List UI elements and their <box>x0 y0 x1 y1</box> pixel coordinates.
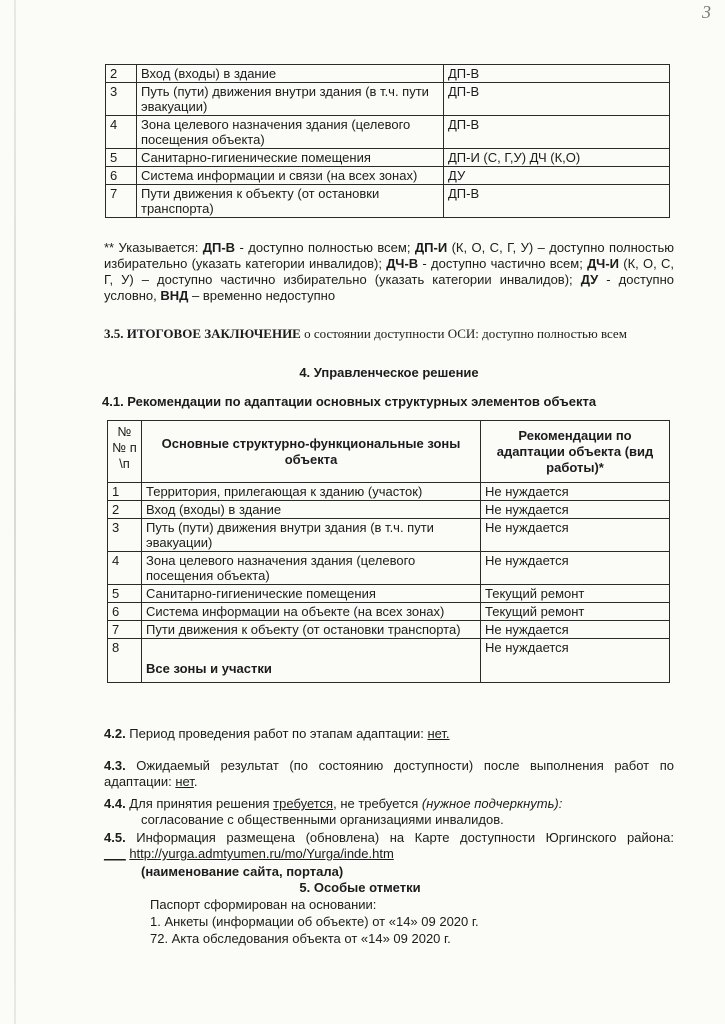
basis-item-2: 72. Акта обследования объекта от «14» 09 2020 г. <box>150 931 451 946</box>
table1-cell-num: 2 <box>106 65 137 83</box>
table2-cell-rec: Не нуждается <box>481 501 670 519</box>
table1-cell-zone: Санитарно-гигиенические помещения <box>137 149 444 167</box>
item-4-5: 4.5. Информация размещена (обновлена) на Карте доступности Юргинского района: ___ http://yurga.admtyumen.ru/mo/Yurga/inde.htm <box>104 830 674 861</box>
table1-cell-status: ДП-В <box>444 83 670 116</box>
table2-cell-rec: Текущий ремонт <box>481 585 670 603</box>
table1-cell-zone: Пути движения к объекту (от остановки транспорта) <box>137 185 444 218</box>
basis-item-1: 1. Анкеты (информации об объекте) от «14» 09 2020 г. <box>150 914 479 929</box>
table1-cell-zone: Вход (входы) в здание <box>137 65 444 83</box>
table2-cell-num: 8 <box>108 639 142 683</box>
accessibility-status-table <box>105 64 670 218</box>
table1-cell-num: 6 <box>106 167 137 185</box>
table2-cell-rec: Не нуждается <box>481 552 670 585</box>
table1-row <box>106 65 670 83</box>
section-41-title: 4.1. Рекомендации по адаптации основных структурных элементов объекта <box>102 394 597 409</box>
table2-cell-num: 5 <box>108 585 142 603</box>
table1-row <box>106 116 670 149</box>
section-5-title: 5. Особые отметки <box>299 880 421 895</box>
item-4-3: 4.3. Ожидаемый результат (по состоянию доступности) после выполнения работ по адаптации: нет. <box>104 758 674 789</box>
table2-cell-zone: Все зоны и участки <box>142 639 481 683</box>
site-link[interactable]: http://yurga.admtyumen.ru/mo/Yurga/inde.htm <box>129 846 394 861</box>
table1-cell-status: ДП-В <box>444 65 670 83</box>
table1-row <box>106 185 670 218</box>
table2-cell-zone: Путь (пути) движения внутри здания (в т.ч. пути эвакуации) <box>142 519 481 552</box>
table2-cell-rec: Не нуждается <box>481 519 670 552</box>
table1-cell-num: 4 <box>106 116 137 149</box>
page-edge <box>14 0 16 1024</box>
table2-row <box>108 585 670 603</box>
item-4-2: 4.2. Период проведения работ по этапам адаптации: нет. <box>104 726 450 741</box>
table1-cell-num: 3 <box>106 83 137 116</box>
final-conclusion: 3.5. ИТОГОВОЕ ЗАКЛЮЧЕНИЕ о состоянии доступности ОСИ: доступно полностью всем <box>104 326 627 341</box>
table1-cell-num: 5 <box>106 149 137 167</box>
head-num: № № п \п <box>108 421 142 483</box>
table1-cell-zone: Система информации и связи (на всех зонах) <box>137 167 444 185</box>
table2-row <box>108 603 670 621</box>
table1-cell-status: ДП-В <box>444 185 670 218</box>
section-4-title: 4. Управленческое решение <box>299 365 479 380</box>
table2-cell-rec: Текущий ремонт <box>481 603 670 621</box>
table2-cell-num: 7 <box>108 621 142 639</box>
head-zone: Основные структурно-функциональные зоны объекта <box>142 421 481 483</box>
basis-text: Паспорт сформирован на основании: <box>150 897 377 912</box>
table1-cell-status: ДП-В <box>444 116 670 149</box>
item-4-4: 4.4. Для принятия решения требуется, не требуется (нужное подчеркнуть): <box>104 796 563 811</box>
table2-cell-rec: Не нуждается <box>481 639 670 683</box>
table2-cell-rec: Не нуждается <box>481 483 670 501</box>
table2-row <box>108 519 670 552</box>
table1-cell-zone: Путь (пути) движения внутри здания (в т.ч. пути эвакуации) <box>137 83 444 116</box>
table2-cell-zone: Территория, прилегающая к зданию (участок) <box>142 483 481 501</box>
table2-row <box>108 483 670 501</box>
table2-row <box>108 621 670 639</box>
page-number: 3 <box>702 2 711 22</box>
table1-row <box>106 149 670 167</box>
head-recommendation: Рекомендации по адаптации объекта (вид работы)* <box>481 421 670 483</box>
table2-cell-num: 6 <box>108 603 142 621</box>
table1-cell-status: ДУ <box>444 167 670 185</box>
table2-cell-num: 1 <box>108 483 142 501</box>
table1-cell-status: ДП-И (С, Г,У) ДЧ (К,О) <box>444 149 670 167</box>
table1-cell-zone: Зона целевого назначения здания (целевого посещения объекта) <box>137 116 444 149</box>
table1-cell-num: 7 <box>106 185 137 218</box>
table2-cell-zone: Пути движения к объекту (от остановки транспорта) <box>142 621 481 639</box>
item-4-4-line2: согласование с общественными организациями инвалидов. <box>141 812 504 827</box>
legend-note: ** Указывается: ДП-В - доступно полностью всем; ДП-И (К, О, С, Г, У) – доступно полностью избирательно (указать категории инвалидов); ДЧ-В - доступно частично всем; ДЧ-И (К, О, С, Г, У) – доступно частично избирательно (указать категории инвалидов); ДУ - доступно условно, ВНД – временно недоступно <box>104 240 675 303</box>
table2-cell-rec: Не нуждается <box>481 621 670 639</box>
table2-row <box>108 501 670 519</box>
table2-cell-num: 4 <box>108 552 142 585</box>
table2-cell-zone: Зона целевого назначения здания (целевого посещения объекта) <box>142 552 481 585</box>
table2-row <box>108 552 670 585</box>
table2-cell-zone: Санитарно-гигиенические помещения <box>142 585 481 603</box>
table2-cell-zone: Вход (входы) в здание <box>142 501 481 519</box>
table2-row <box>108 639 670 683</box>
table2-cell-num: 2 <box>108 501 142 519</box>
table2-cell-zone: Система информации на объекте (на всех зонах) <box>142 603 481 621</box>
table2-cell-num: 3 <box>108 519 142 552</box>
site-caption: (наименование сайта, портала) <box>141 864 344 879</box>
table1-row <box>106 167 670 185</box>
table1-row <box>106 83 670 116</box>
recommendations-table <box>107 420 670 683</box>
